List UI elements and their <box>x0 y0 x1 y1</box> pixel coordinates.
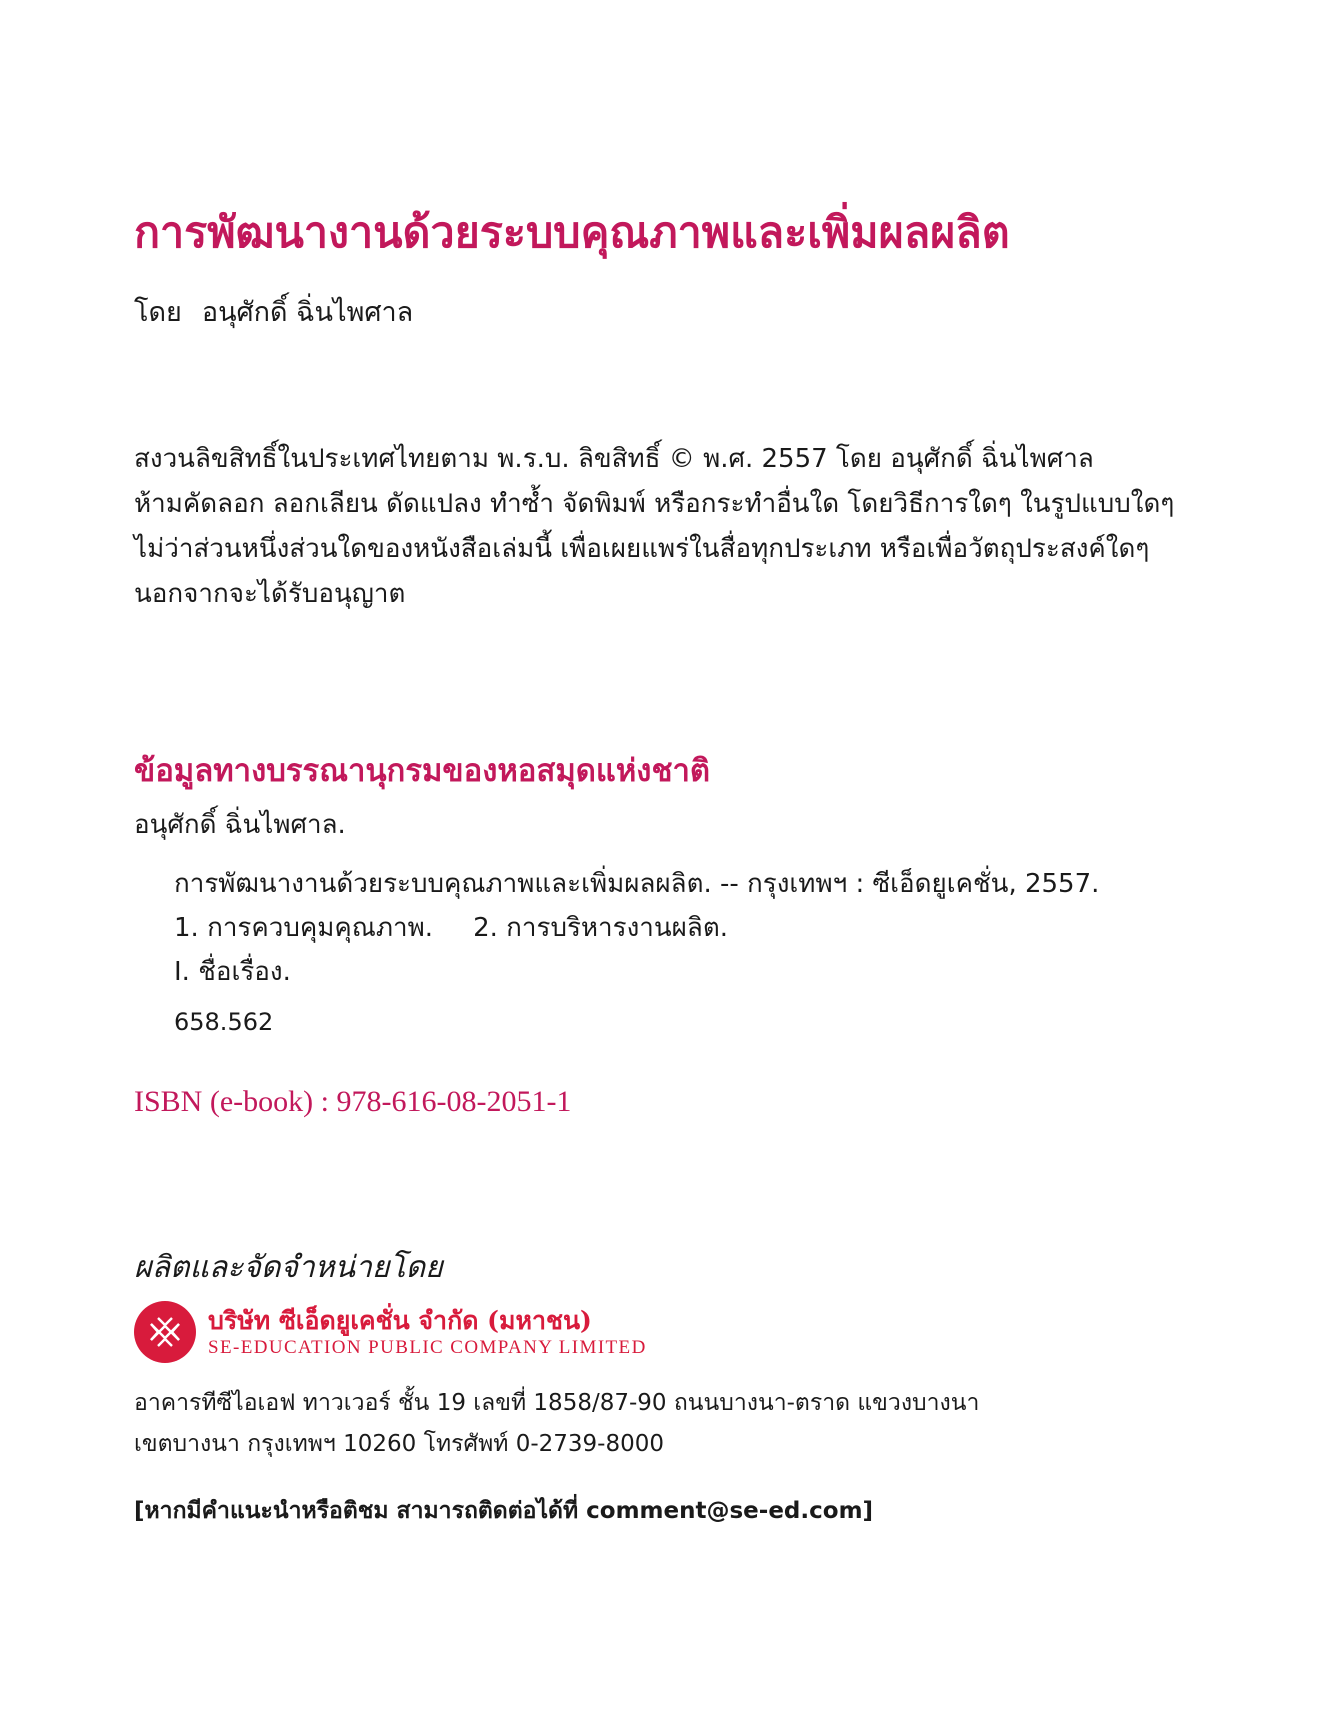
isbn: ISBN (e-book) : 978-616-08-2051-1 <box>134 1085 572 1118</box>
copyright-line: ไม่ว่าส่วนหนึ่งส่วนใดของหนังสือเล่มนี้ เพื่อเผยแพร่ในสื่อทุกประเภท หรือเพื่อวัตถุประสงค์ใดๆ <box>134 534 1150 564</box>
subject-entry: 1. การควบคุมคุณภาพ. <box>174 913 434 943</box>
publisher-names <box>208 1305 647 1359</box>
copyright-line: สงวนลิขสิทธิ์ในประเทศไทยตาม พ.ร.บ. ลิขสิทธิ์ © พ.ศ. 2557 โดย อนุศักดิ์ ฉิ่นไพศาล <box>134 444 1094 474</box>
se-ed-logo-icon <box>134 1301 196 1363</box>
book-title: การพัฒนางานด้วยระบบคุณภาพและเพิ่มผลผลิต <box>134 208 1010 258</box>
cataloging-heading: ข้อมูลทางบรรณานุกรมของหอสมุดแห่งชาติ <box>134 753 711 789</box>
publisher-name-thai: บริษัท ซีเอ็ดยูเคชั่น จำกัด (มหาชน) <box>208 1306 592 1335</box>
distribution-heading: ผลิตและจัดจำหน่ายโดย <box>134 1250 443 1285</box>
contact-note: [หากมีคำแนะนำหรือติชม สามารถติดต่อได้ที่ comment@se-ed.com] <box>134 1498 874 1524</box>
address-line: อาคารทีซีไอเอฟ ทาวเวอร์ ชั้น 19 เลขที่ 1858/87-90 ถนนบางนา-ตราด แขวงบางนา <box>134 1390 980 1416</box>
publisher-block <box>134 1300 647 1364</box>
address-line: เขตบางนา กรุงเทพฯ 10260 โทรศัพท์ 0-2739-8000 <box>134 1431 665 1457</box>
publisher-address <box>134 1383 979 1465</box>
cataloging-title-index: I. ชื่อเรื่อง. <box>174 957 291 987</box>
class-number: 658.562 <box>174 1008 274 1036</box>
copyright-page <box>134 0 1234 1733</box>
by-label: โดย <box>134 297 182 328</box>
copyright-notice <box>134 437 1234 617</box>
logo-knot-icon <box>145 1312 185 1352</box>
cataloging-record <box>174 862 1099 1040</box>
cataloging-subjects <box>174 906 1099 950</box>
copyright-line: ห้ามคัดลอก ลอกเลียน ดัดแปลง ทำซ้ำ จัดพิมพ์ หรือกระทำอื่นใด โดยวิธีการใดๆ ในรูปแบบใดๆ <box>134 489 1175 519</box>
subject-entry: 2. การบริหารงานผลิต. <box>473 913 728 943</box>
cataloging-author-entry: อนุศักดิ์ ฉิ่นไพศาล. <box>134 810 346 840</box>
copyright-line: นอกจากจะได้รับอนุญาต <box>134 579 406 609</box>
publisher-name-english: SE-EDUCATION PUBLIC COMPANY LIMITED <box>208 1337 647 1358</box>
author-name: อนุศักดิ์ ฉิ่นไพศาล <box>201 297 414 328</box>
author-line <box>134 295 413 331</box>
cataloging-title-entry: การพัฒนางานด้วยระบบคุณภาพและเพิ่มผลผลิต. -- กรุงเทพฯ : ซีเอ็ดยูเคชั่น, 2557. <box>174 869 1100 899</box>
